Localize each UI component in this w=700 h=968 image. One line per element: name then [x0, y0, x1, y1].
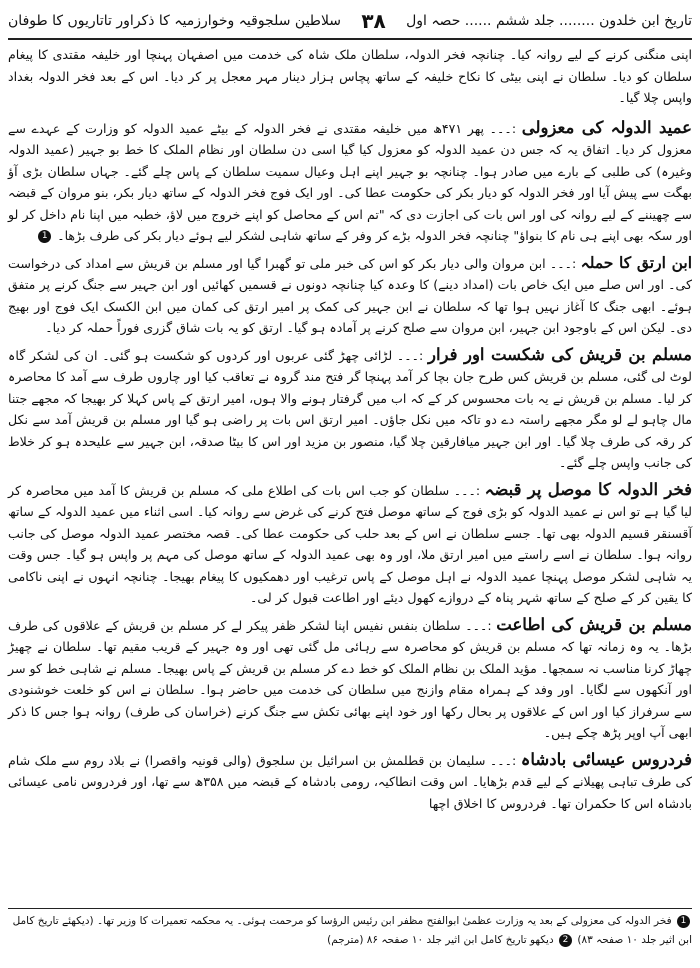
- section-heading: مسلم بن قریش کی شکست اور فرار: [428, 344, 692, 364]
- section-paragraph: [8, 344, 692, 474]
- section-heading: عمید الدولہ کی معزولی: [521, 117, 692, 137]
- book-title: تاریخ ابن خلدون: [599, 13, 692, 29]
- intro-paragraph: اپنی منگنی کرنے کے لیے روانہ کیا۔ چنانچہ فخر الدولہ، سلطان ملک شاہ کی خدمت میں اصفہان پہنچا اور خلیفہ مقتدی کا پیغام سلطان کو دیا۔ سلطان نے اپنی بیٹی کا نکاح خلیفہ کے ساتھ پچاس ہزار دینار مہر معجل پر کر دیا۔ اس کے بعد فخر الدولہ بغداد واپس چلا گیا۔: [8, 47, 692, 105]
- footnotes: [8, 908, 692, 950]
- section-text: :۔۔۔ سلطان بنفس نفیس اپنا لشکر ظفر پیکر لے کر مسلم بن قریش کے علاقوں کی طرف بڑھا۔ یہ وہ زمانہ تھا کہ مسلم بن قریش کو محاصرہ سے رہائی مل گئی تھی اور وہ جہیر کے قریب مقیم تھا۔ سلطان نے چھیڑ چھاڑ کرنا مناسب نہ سمجھا۔ مؤید الملک بن نظام الملک کو خط دے کر مسلم بن قریش کے پاس بھیجا۔ مسلم نے شاہی خط کو سر اور آنکھوں سے لگایا۔ اور وفد کے ہمراہ مقام وازنج میں سلطان کی خدمت میں حاضر ہوا۔ سلطان نے اس کو خلعت خوشنودی سے سرفراز کیا اور اس کے علاقوں پر بحال رکھا اور خود اپنے بھائی تکش سے جنگ کرنے (خراسان کی طرف) روانہ ہوا جس کا ذکر ابھی آپ اوپر پڑھ چکے ہیں۔: [8, 617, 692, 740]
- volume: جلد ششم: [495, 13, 555, 29]
- section-paragraph: [8, 252, 692, 339]
- page-header: [8, 4, 692, 40]
- header-left: [8, 13, 341, 29]
- section-paragraph: [8, 749, 692, 815]
- section-paragraph: [8, 479, 692, 609]
- footnote-text: دیکھو تاریخ کامل ابن اثیر جلد ۱۰ صفحہ ۸۶ (مترجم): [327, 934, 554, 946]
- footnote-text: فخر الدولہ کی معزولی کے بعد یہ وزارت عظمیٰ ابوالفتح مظفر ابن رئیس الرؤسا کو مرحمت ہوئی۔ یہ محکمہ تعمیرات کا وزیر تھا۔ (دیکھئے تاریخ کامل ابن اثیر جلد ۱۰ صفحہ ۸۳): [12, 915, 692, 946]
- section-text: :۔۔۔ ابن مروان والی دیار بکر کو اس کی خبر ملی تو گھبرا گیا اور مسلم بن قریش سے امداد کی درخواست کی۔ اور اس صلے میں ایک خاص بات (امداد دینے) کا وعدہ کیا چنانچہ دونوں نے قسمیں کھائیں اور ابن جہیر سے جنگ کرنے پر متفق ہوئے۔ ابھی جنگ کا آغاز نہیں ہوا تھا کہ سلطان نے ابن جہیر کی کمک پر امیر ارتق کی کمان میں ابن الکسک ایک فوج اور بھیج دی۔ لیکن اس کے باوجود ابن جہیر، ابن مروان سے صلح کرنے پر آمادہ ہو گیا۔ ارتق کو یہ بات شاق گزری فوراً حملہ کر دیا۔: [8, 255, 692, 335]
- section-heading: مسلم بن قریش کی اطاعت: [496, 614, 692, 634]
- footnote-ref-marker: 1: [38, 230, 51, 243]
- section-heading: ابن ارتق کا حملہ: [580, 252, 693, 272]
- section-paragraph: [8, 614, 692, 744]
- footnote-item: [8, 912, 692, 950]
- chapter-title: سلاطین سلجوقیہ وخوارزمیہ کا ذکراور تاتاریوں کا طوفان: [8, 13, 342, 29]
- footnote-mark: 2: [559, 934, 572, 947]
- section-heading: فخر الدولہ کا موصل پر قبضہ: [484, 479, 693, 499]
- page-number: ۳۸: [361, 9, 386, 33]
- part: حصہ اول: [406, 13, 461, 29]
- section-text: :۔۔۔ سلطان کو جب اس بات کی اطلاع ملی کہ مسلم بن قریش کا آمد میں محاصرہ کر لیا گیا ہے تو اس نے عمید الدولہ کو بڑی فوج کے ساتھ موصل فتح کرنے کی غرض سے روانہ کیا۔ اسی اثناء میں عمید الدولہ کے ساتھ آقسنقر قسیم الدولہ بھی تھا۔ جسے سلطان نے اس کے بعد حلب کی حکومت عطا کی۔ قصہ مختصر عمید الدولہ موصل کی جانب روانہ ہوا۔ سلطان نے اسے راستے میں امیر ارتق ملا، اور وہ بھی عمید الدولہ کے ساتھ موصل کی مہم پر واپس ہو گیا۔ جس وقت یہ شاہی لشکر موصل پہنچا عمید الدولہ نے اہل موصل کے پاس ترغیب اور دھمکیوں کا پیغام بھیجا۔ چنانچہ انہوں نے اپنی ناکامی کا یقین کر کے صلح کے ساتھ شہر پناہ کے دروازے کھول دیئے اور اطاعت قبول کر لی۔: [8, 482, 692, 605]
- section-text: :۔۔۔ پھر ۴۷۱ھ میں خلیفہ مقتدی نے فخر الدولہ کے بیٹے عمید الدولہ کو وزارت کے عہدے سے معزول کر دیا۔ اتفاق یہ کہ جس دن عمید الدولہ کو معزول کیا گیا اسی دن سلطان اور نظام الملک کا خط بو جہیر (عمید الدولہ وغیرہ) کی طلبی کے بارے میں صادر ہوا۔ چنانچہ بو جہیر اپنے اہل وعیال سمیت سلطان کے پاس چلے گئے۔ جہاں سلطان بڑی آؤ بھگت سے پیش آیا اور فخر الدولہ کو دیار بکر کی حکومت عطا کی۔ اور ایک فوج فخر الدولہ کے ساتھ دیار بکر، بنو مروان کے قبضہ سے چھیننے کے لیے روانہ کی اور اس بات کی اجازت دی کہ "تم اس کے محاصل کو اپنے خروج میں لاؤ، خطبہ میں اپنا نام داخل کر لو اور سکہ بھی اپنے ہی نام کا بنواؤ" چنانچہ فخر الدولہ بڑے کر وفر کے ساتھ شاہی لشکر لیے ہوئے دیار بکر کی طرف بڑھا۔: [8, 120, 692, 243]
- page-body: [8, 40, 692, 814]
- section-paragraph: [8, 117, 692, 247]
- section-heading: فردروس عیسائی بادشاہ: [520, 749, 692, 769]
- section-text: :۔۔۔ لڑائی چھڑ گئی عربوں اور کردوں کو شکست ہو گئی۔ ان کی لشکر گاہ لوٹ لی گئی، مسلم بن قریش کس طرح جان بچا کر آمد پہنچا گر فتح مند گروہ نے تعاقب کیا اور چاروں طرف سے آمد کا محاصرہ کر لیا۔ مسلم بن قریش نے یہ بات محسوس کر کے کہ اب میں گرفتار ہونے والا ہوں، امیر ارتق کے پاس کہلا کر بھیجا کہ مجھے جتنا مال چاہو لے لو مگر مجھے راستہ دے دو تاکہ میں نکل جاؤں۔ امیر ارتق اس بات پر راضی ہو گیا اور مسلم بن قریش آمد سے نکل کر رقہ کی طرف چلا گیا۔ اور ابن جہیر میافارقین چلا گیا، منصور بن مزید اور اس کا بیٹا صدقہ، ابن جہیر سے علیحدہ ہو کر خلاط کی جانب واپس چلے گئے۔: [8, 347, 692, 470]
- footnote-mark: 1: [677, 915, 690, 928]
- section-text: :۔۔۔ سلیمان بن قطلمش بن اسرائیل بن سلجوق (والی قونیہ واقصرا) نے بلاد روم سے ملک شام کی طرف تباہی پھیلانے کے لیے قدم بڑھایا۔ اس وقت انطاکیہ، رومی بادشاہ کے قبضہ میں ۳۵۸ھ سے تھا، اور فردروس نامی عیسائی بادشاہ اس کا حکمران تھا۔ فردروس کا اخلاق اچھا: [8, 752, 692, 811]
- header-right: تاریخ ابن خلدون ........ جلد ششم ...... حصہ اول: [406, 13, 692, 29]
